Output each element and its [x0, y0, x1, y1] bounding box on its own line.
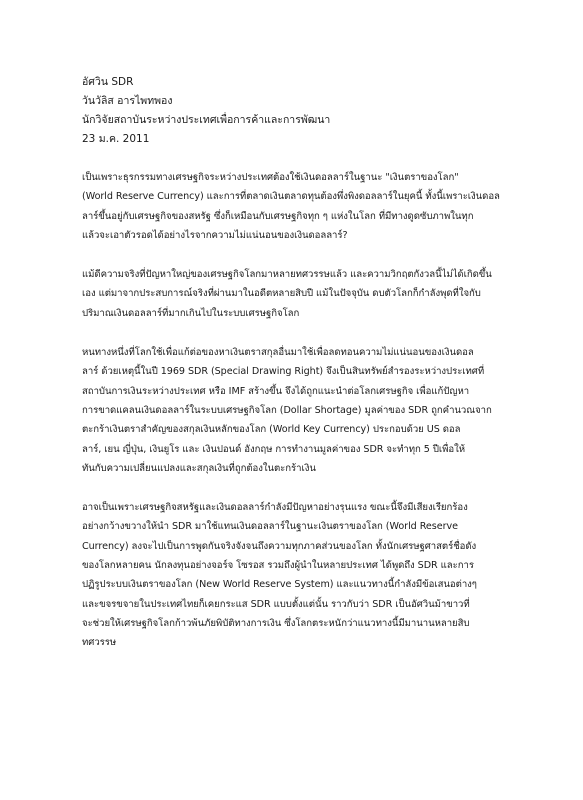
document-title: อัศวิน SDR [82, 76, 134, 88]
paragraph [82, 343, 504, 478]
text-line: แม้ดีความจริงที่ปัญหาใหญ่ของเศรษฐกิจโลกมาหลายทศวรรษแล้ว และความวิกฤตกังวลนี้ไม่ได้เกิดขึ้น [82, 269, 492, 281]
text-line: และขจรขจายในประเทศไทยก็เคยกระแส SDR แบบตั้งแต่นั้น ราวกับว่า SDR เป็นอัศวินม้าขาวที่ [82, 598, 470, 610]
text-line: หนทางหนึ่งที่โลกใช้เพื่อแก้ต่อของหาเงินตราสกุลอื่นมาใช้เพื่อลดทอนความไม่แน่นอนของเงินดอล [82, 347, 474, 359]
author-name: วันวัลิส อารไพทพอง [82, 95, 173, 107]
paragraph [82, 498, 504, 652]
text-line: (World Reserve Currency) และการที่ตลาดเงินตลาดทุนต้องพึ่งพิงดอลลาร์ในยุคนี้ ทั้งนี้เพราะเงินดอล [82, 191, 500, 203]
text-line: ทันกับความเปลี่ยนแปลงและสกุลเงินที่ถูกต้องในตะกร้าเงิน [82, 462, 316, 474]
text-line: เป็นเพราะธุรกรรมทางเศรษฐกิจระหว่างประเทศต้องใช้เงินดอลลาร์ในฐานะ "เงินตราของโลก" [82, 172, 459, 183]
text-line: ลาร์ขึ้นอยู่กับเศรษฐกิจของสหรัฐ ซึ่งก็เหมือนกับเศรษฐกิจทุก ๆ แห่งในโลก ที่มีทางดูดซับภาพในทุก [82, 210, 474, 222]
text-line: อาจเป็นเพราะเศรษฐกิจสหรัฐและเงินดอลลาร์กำลังมีปัญหาอย่างรุนแรง ขณะนี้จึงมีเสียงเรียกร้อง [82, 502, 468, 514]
text-line: ทศวรรษ [82, 637, 117, 649]
text-line: ปริมาณเงินดอลลาร์ที่มากเกินไปในระบบเศรษฐกิจโลก [82, 307, 300, 319]
document-header [82, 73, 502, 149]
text-line: แล้วจะเอาตัวรอดได้อย่างไรจากความไม่แน่นอนของเงินดอลลาร์? [82, 229, 348, 241]
text-line: ลาร์, เยน ญี่ปุ่น, เงินยูโร และ เงินปอนด์ อังกฤษ การทำงานมูลค่าของ SDR จะทำทุก 5 ปีเพื่อให้ [82, 443, 465, 455]
text-line: ของโลกหลายคน นักลงทุนอย่างจอร์จ โซรอส รวมถึงผู้นำในหลายประเทศ ได้พูดถึง SDR และการ [82, 560, 474, 572]
text-line: ลาร์ ด้วยเหตุนี้ในปี 1969 SDR (Special Drawing Right) จึงเป็นสินทรัพย์สำรองระหว่างประเทศที่ [82, 366, 485, 378]
text-line: ตะกร้าเงินตราสำคัญของสกุลเงินหลักของโลก (World Key Currency) ประกอบด้วย US ดอล [82, 424, 461, 436]
text-line: สถาบันการเงินระหว่างประเทศ หรือ IMF สร้างขึ้น จึงได้ถูกแนะนำต่อโลกเศรษฐกิจ เพื่อแก้ปัญหา [82, 385, 470, 397]
text-line: ปฏิรูประบบเงินตราของโลก (New World Reserve System) และแนวทางนี้กำลังมีข้อเสนอต่างๆ [82, 579, 477, 591]
document-date: 23 ม.ค. 2011 [82, 133, 150, 145]
text-line: เอง แต่มาจากประสบการณ์จริงที่ผ่านมาในอดีตหลายสิบปี แม้ในปัจจุบัน ดบตัวโลกก็กำลังพุดที่ใจกับ [82, 288, 481, 300]
author-affiliation: นักวิจัยสถาบันระหว่างประเทศเพื่อการค้าและการพัฒนา [82, 114, 331, 126]
text-line: Currency) ลงจะไปเป็นการพูดกันจริงจังจนถึงความทุกภาคส่วนของโลก ทั้งนักเศรษฐศาสตร์ชื่อดัง [82, 540, 477, 552]
paragraph [82, 265, 504, 323]
text-line: การขาดแคลนเงินดอลลาร์ในระบบเศรษฐกิจโลก (Dollar Shortage) มูลค่าของ SDR ถูกคำนวณจาก [82, 404, 492, 416]
paragraph [82, 168, 504, 245]
document-body [82, 168, 504, 673]
text-line: อย่างกว้างขวางให้นำ SDR มาใช้แทนเงินดอลลาร์ในฐานะเงินตราของโลก (World Reserve [82, 521, 458, 533]
text-line: จะช่วยให้เศรษฐกิจโลกก้าวพ้นภัยพิบัติทางการเงิน ซึ่งโลกตระหนักว่าแนวทางนี้มีมานานหลายสิบ [82, 617, 470, 629]
